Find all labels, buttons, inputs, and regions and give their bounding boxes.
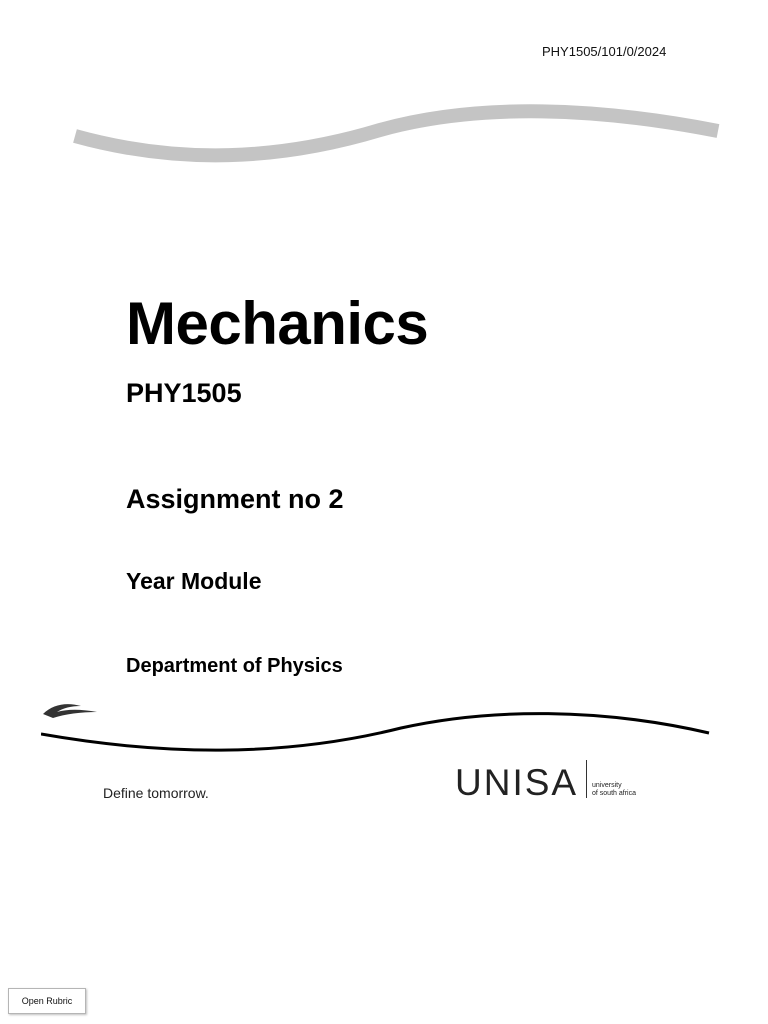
- course-code: PHY1505: [126, 378, 242, 408]
- logo-sub-line1: university: [592, 782, 622, 789]
- logo-sub-line2: of south africa: [592, 789, 636, 797]
- tagline: Define tomorrow.: [103, 785, 209, 798]
- top-wave-decoration: [0, 0, 768, 200]
- course-title: Mechanics: [126, 290, 429, 357]
- unisa-logo-subtitle: [592, 782, 662, 797]
- footer-band: [41, 700, 711, 798]
- unisa-bird-icon: [41, 700, 101, 718]
- unisa-logo-text: UNISA: [455, 762, 579, 798]
- department-name: Department of Physics: [126, 655, 343, 677]
- open-rubric-button[interactable]: Open Rubric: [8, 988, 86, 1014]
- logo-divider: [586, 760, 587, 798]
- module-type: Year Module: [126, 568, 262, 594]
- assignment-heading: Assignment no 2: [126, 484, 344, 514]
- document-code: PHY1505/101/0/2024: [542, 44, 667, 59]
